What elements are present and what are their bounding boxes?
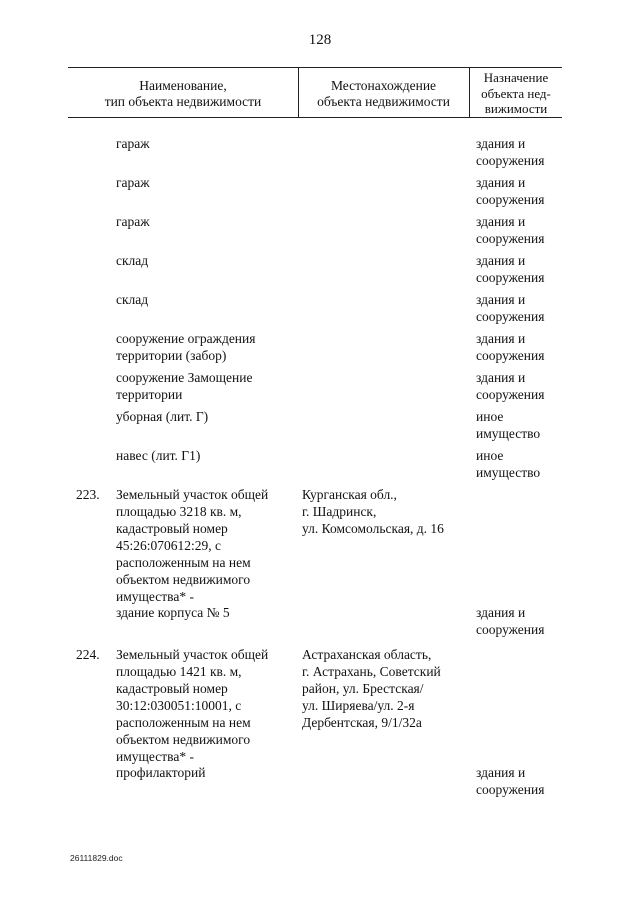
object-purpose: здания и сооружения (476, 175, 545, 207)
object-name: гараж (116, 214, 150, 229)
object-purpose: здания и сооружения (476, 370, 545, 402)
object-name: сооружение ограждения территории (забор) (116, 331, 256, 363)
object-name: гараж (116, 175, 150, 190)
header-purpose-column: Назначение объекта нед- вижимости (481, 70, 551, 116)
footer-filename: 26111829.doc (70, 853, 123, 863)
object-name: Земельный участок общей площадью 3218 кв. м, кадастровый номер 45:26:070612:29, с расположенным на нем объектом недвижимого имущества* - (116, 487, 269, 604)
object-purpose: здания и сооружения (476, 331, 545, 363)
object-purpose: здания и сооружения (476, 605, 545, 637)
object-name: склад (116, 253, 149, 268)
object-name: уборная (лит. Г) (116, 409, 209, 424)
object-purpose: иное имущество (476, 448, 541, 480)
object-name: сооружение Замощение территории (116, 370, 253, 402)
object-purpose: здания и сооружения (476, 292, 545, 324)
object-name: гараж (116, 136, 150, 151)
object-location: Астраханская область, г. Астрахань, Советский район, ул. Брестская/ ул. Ширяева/ул. 2-я Дербентская, 9/1/32а (302, 647, 441, 730)
object-purpose: здания и сооружения (476, 214, 545, 246)
object-purpose: иное имущество (476, 409, 541, 441)
object-purpose: здания и сооружения (476, 136, 545, 168)
object-name: Земельный участок общей площадью 1421 кв. м, кадастровый номер 30:12:030051:10001, с расположенным на нем объектом недвижимого имущества* - (116, 647, 269, 764)
row-number: 224. (76, 647, 100, 662)
header-name-column: Наименование, тип объекта недвижимости (104, 78, 262, 109)
header-location-column: Местонахождение объекта недвижимости (317, 78, 450, 109)
object-purpose: здания и сооружения (476, 765, 545, 797)
object-name: здание корпуса № 5 (116, 605, 230, 620)
object-purpose: здания и сооружения (476, 253, 545, 285)
object-name: навес (лит. Г1) (116, 448, 201, 463)
object-name: склад (116, 292, 149, 307)
object-location: Курганская обл., г. Шадринск, ул. Комсомольская, д. 16 (302, 487, 444, 536)
page-number: 128 (308, 32, 332, 48)
object-name: профилакторий (116, 765, 206, 780)
row-number: 223. (76, 487, 100, 502)
